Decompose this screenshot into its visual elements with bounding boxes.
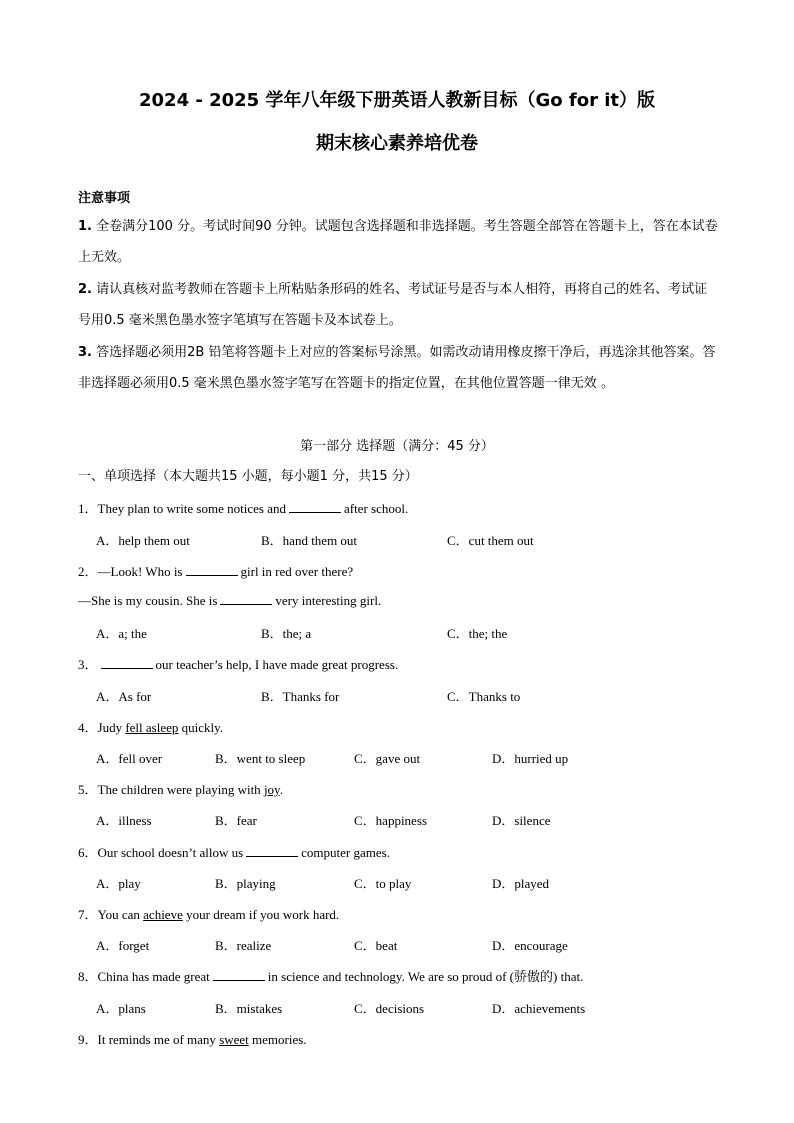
answer-blank [101,656,153,669]
answer-blank [213,968,265,981]
question-number: 1． [78,501,98,516]
option-b: B．hand them out [261,533,358,548]
note-item-2 [78,274,718,336]
option-c: C．beat [354,938,398,953]
underlined-word: sweet [219,1032,249,1047]
option-a: A．play [96,876,141,891]
question-text: computer games. [301,845,390,860]
note-text: 答选择题必须用2B 铅笔将答题卡上对应的答案标号涂黑。如需改动请用橡皮擦干净后，再选涂其他答案。答非选择题必须用0.5 毫米黑色墨水签字笔写在答题卡的指定位置，在其他位置答题一律无效 。 [78,345,716,391]
question-number: 9． [78,1032,98,1047]
question-9 [78,1029,307,1048]
option-c: C．to play [354,876,412,891]
option-c: C．the; the [447,626,508,641]
underlined-word: joy [263,782,280,797]
question-text: They plan to write some notices and [97,501,286,516]
question-2 [78,561,353,580]
question-8 [78,966,583,985]
question-number: 7． [78,907,98,922]
option-b: B．fear [215,813,257,828]
question-text: after school. [343,501,409,516]
question-number: 3． [78,657,98,672]
option-b: B．Thanks for [261,689,340,704]
option-d: D．achievements [492,1001,586,1016]
option-c: C．Thanks to [447,689,521,704]
option-a: A．illness [96,813,152,828]
notes-heading: 注意事项 [78,191,131,206]
option-b: B．the; a [261,626,312,641]
question-text: in science and technology. We are so proud of (骄傲的) that. [267,969,584,984]
option-a: A．forget [96,938,150,953]
section-title: 一、单项选择（本大题共15 小题，每小题1 分，共15 分） [78,469,418,484]
note-item-3 [78,337,718,399]
option-a: A．fell over [96,751,163,766]
option-b: B．mistakes [215,1001,283,1016]
option-d: D．encourage [492,938,568,953]
option-b: B．went to sleep [215,751,306,766]
question-number: 6． [78,845,98,860]
note-text: 请认真核对监考教师在答题卡上所粘贴条形码的姓名、考试证号是否与本人相符，再将自己的姓名、考试证号用0.5 毫米黑色墨水签字笔填写在答题卡及本试卷上。 [78,282,708,328]
question-text: our teacher’s help, I have made great progress. [155,657,399,672]
question-text: —She is my cousin. She is [78,593,218,608]
question-text: quickly. [181,720,224,735]
answer-blank [246,844,298,857]
answer-blank [220,592,272,605]
question-1 [78,498,408,517]
question-number: 8． [78,969,98,984]
question-2-line2 [78,592,381,609]
option-a: A．As for [96,689,152,704]
answer-blank [186,563,238,576]
option-c: C．happiness [354,813,427,828]
exam-title-line2: 期末核心素养培优卷 [316,133,478,154]
option-d: D．played [492,876,550,891]
option-c: C．decisions [354,1001,425,1016]
question-number: 4． [78,720,98,735]
part-title: 第一部分 选择题（满分：45 分） [300,439,494,454]
option-a: A．plans [96,1001,146,1016]
option-b: B．realize [215,938,272,953]
question-text: You can [97,907,140,922]
underlined-word: achieve [143,907,183,922]
question-number: 2． [78,564,98,579]
option-a: A．help them out [96,533,190,548]
question-text: The children were playing with [97,782,261,797]
option-a: A．a; the [96,626,147,641]
question-text: —Look! Who is [97,564,183,579]
question-3 [78,654,398,673]
option-b: B．playing [215,876,276,891]
note-item-1 [78,211,718,273]
note-number: 3. [78,345,92,360]
question-4 [78,717,223,736]
question-text: Our school doesn’t allow us [97,845,244,860]
question-7 [78,904,339,923]
note-number: 1. [78,219,92,234]
option-c: C．gave out [354,751,421,766]
answer-blank [289,500,341,513]
question-number: 5． [78,782,98,797]
question-text: It reminds me of many [97,1032,216,1047]
question-6 [78,842,390,861]
question-text: very interesting girl. [275,593,382,608]
option-c: C．cut them out [447,533,534,548]
option-d: D．silence [492,813,551,828]
question-5 [78,779,283,798]
underlined-word: fell asleep [125,720,179,735]
option-d: D．hurried up [492,751,569,766]
question-text: memories. [252,1032,307,1047]
question-text: Judy [97,720,123,735]
question-text: . [279,782,283,797]
exam-title-line1: 2024 - 2025 学年八年级下册英语人教新目标（Go for it）版 [139,90,655,111]
question-text: your dream if you work hard. [186,907,340,922]
note-text: 全卷满分100 分。考试时间90 分钟。试题包含选择题和非选择题。考生答题全部答在答题卡上，答在本试卷上无效。 [78,219,718,265]
note-number: 2. [78,282,92,297]
question-text: China has made great [97,969,210,984]
question-text: girl in red over there? [240,564,354,579]
